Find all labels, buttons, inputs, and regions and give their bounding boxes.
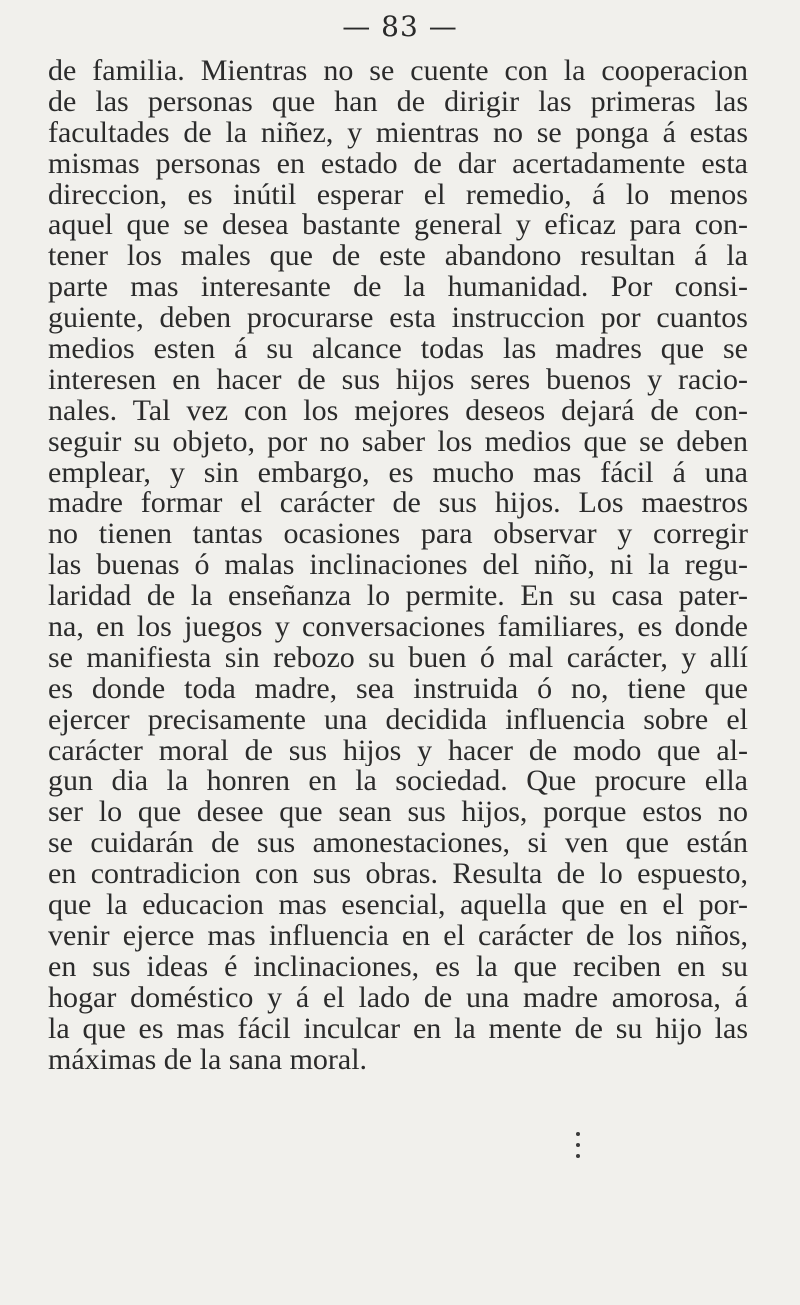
page-number: — 83 — [342,10,458,43]
text-line: na, en los juegos y conversaciones familiares, es donde [48,612,748,643]
text-line: de familia. Mientras no se cuente con la cooperacion [48,56,748,87]
text-line: que la educacion mas esencial, aquella que en el por- [48,890,748,921]
text-line: las buenas ó malas inclinaciones del niño, ni la regu- [48,550,748,582]
dot-mark [576,1154,580,1158]
end-mark-dots [574,1132,582,1165]
text-line: se manifiesta sin rebozo su buen ó mal carácter, y allí [48,642,748,674]
text-line: facultades de la niñez, y mientras no se ponga á estas [48,117,748,149]
text-line: emplear, y sin embargo, es mucho mas fácil á una [48,457,748,489]
text-line: en sus ideas é inclinaciones, es la que reciben en su [48,951,748,983]
text-line: interesen en hacer de sus hijos seres buenos y racio- [48,364,748,396]
text-line: tener los males que de este abandono resultan á la [48,241,748,273]
text-line: no tienen tantas ocasiones para observar y corregir [48,519,748,551]
text-line: parte mas interesante de la humanidad. Por consi- [48,272,748,304]
dot-mark [576,1143,580,1147]
text-line: se cuidarán de sus amonestaciones, si ven que están [48,828,748,860]
text-line: de las personas que han de dirigir las primeras las [48,86,748,118]
text-line: medios esten á su alcance todas las madres que se [48,334,748,365]
text-line: gun dia la honren en la sociedad. Que procure ella [48,766,748,798]
text-line: venir ejerce mas influencia en el carácter de los niños, [48,920,748,952]
text-line: carácter moral de sus hijos y hacer de modo que al- [48,735,748,767]
text-line: es donde toda madre, sea instruida ó no, tiene que [48,673,748,705]
text-line: madre formar el carácter de sus hijos. Los maestros [48,488,748,520]
text-line: mismas personas en estado de dar acertadamente esta [48,148,748,180]
text-line: aquel que se desea bastante general y eficaz para con- [48,210,748,242]
text-line: nales. Tal vez con los mejores deseos dejará de con- [48,395,748,427]
text-line: ejercer precisamente una decidida influencia sobre el [48,704,748,736]
dot-mark [576,1132,580,1136]
text-line: en contradicion con sus obras. Resulta de lo espuesto, [48,859,748,891]
text-line: direccion, es inútil esperar el remedio, á lo menos [48,179,748,211]
text-line: máximas de la sana moral. [48,1044,368,1076]
text-line: ser lo que desee que sean sus hijos, porque estos no [48,797,748,829]
text-line: hogar doméstico y á el lado de una madre amorosa, á [48,982,748,1014]
text-line: laridad de la enseñanza lo permite. En su casa pater- [48,581,748,613]
text-line: guiente, deben procurarse esta instruccion por cuantos [48,303,748,335]
text-line: seguir su objeto, por no saber los medios que se deben [48,426,748,458]
body-text [48,56,748,1075]
text-line: la que es mas fácil inculcar en la mente de su hijo las [48,1013,748,1045]
